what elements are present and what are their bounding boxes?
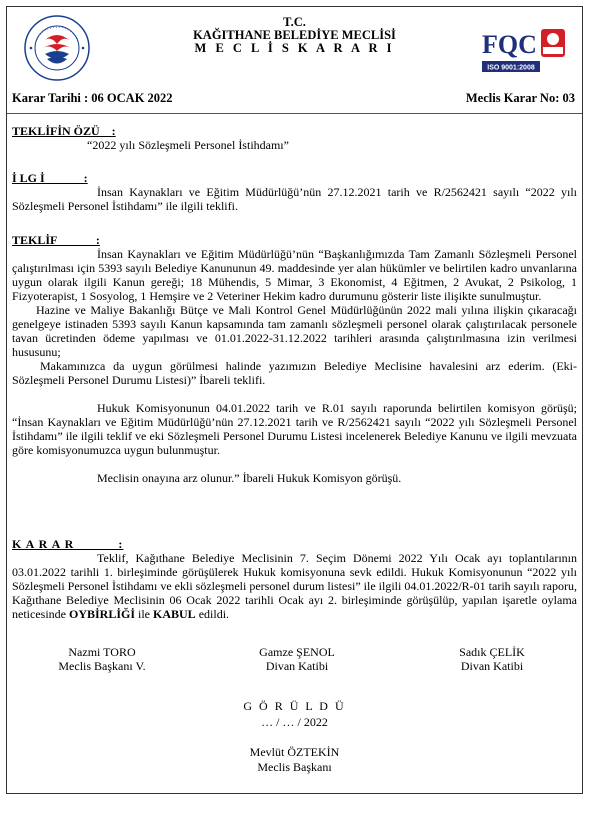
decision-date: Karar Tarihi : 06 OCAK 2022 [12,91,173,105]
signature-name: Sadık ÇELİK [459,645,525,659]
teklif-paragraph-5: Meclisin onayına arz olunur.” İbareli Hukuk Komisyon görüşü. [97,471,402,485]
karar-end: edildi. [198,607,230,621]
mayor-name: Mevlüt ÖZTEKİN [249,745,340,759]
teklif-paragraph-3: Makamınızca da uygun görülmesi halinde yazımızın Belediye Meclisine havalesini arz ederim. (Eki-Sözleşmeli Personel Durumu Listesi)” İbareli teklifi. [12,359,577,387]
section-ilgi-heading: İ LG İ : [12,171,88,185]
signature-clerk-2 [427,645,557,673]
header-line-tc: T.C. [283,15,306,29]
teklif-paragraph-4: Hukuk Komisyonunun 04.01.2022 tarih ve R.01 sayılı raporunda belirtilen komisyon görüşü; “İnsan Kaynakları ve Eğitim Müdürlüğü’nün 27.12.2021 tarih ve R/2562421 sayılı “2022 yılı Sözleşmeli Personel İstihdamı” ile ilgili teklif ve eki Sözleşmeli Personel Durumu Listesi incelenerek Belediye Kanunu ve ilgili mevzuata göre komisyonumuzca uygun bulunmuştur. [12,401,577,457]
teklif-paragraph-1: İnsan Kaynakları ve Eğitim Müdürlüğü’nün “Başkanlığımızda Tam Zamanlı Sözleşmeli Personel çalıştırılması için 5393 sayılı Belediye Kanununun 49. maddesinde yer alan hükümler ve belirtilen kadro unvanlarına uygun olarak ilgili Kanun gereği; 18 Mühendis, 5 Mimar, 3 Ekonomist, 4 Eğitmen, 2 Avukat, 2 Psikolog, 1 Fizyoterapist, 1 Sosyolog, 1 Hemşire ve 2 Veteriner Hekim kadro durumunu gösterir liste ilişikte sunulmuştur. [12,247,577,303]
goruldu-label: G Ö R Ü L D Ü [243,699,346,713]
section-teklif [12,233,577,485]
decision-meta-row [12,91,575,107]
signature-chair-deputy [37,645,167,673]
signature-title: Divan Katibi [265,659,329,673]
section-karar-heading: K A R A R : [12,537,124,551]
signature-name: Nazmi TORO [68,645,136,659]
signature-clerk-1 [232,645,362,673]
header-divider [7,113,582,114]
municipality-seal-logo [23,14,91,82]
karar-text-main: Teklif, Kağıthane Belediye Meclisinin 7. Seçim Dönemi 2022 Yılı Ocak ayı toplantılarının 03.01.2022 tarihli 1. birleşiminde görüşülerek Hukuk komisyonuna sevk edildi. Hukuk Komisyonunun “2022 yılı Sözleşmeli Personel İstihdamı ve ekli sözleşmeli personel durum listesi” ile ilgili 04.01.2022/R-01 tarih sayılı raporu, Kağıthane Belediye Meclisinin 06 Ocak 2022 tarihli Ocak ayı 2. birleşiminde görüşülüp, yapılan işaretle oylama neticesinde [12,551,577,621]
goruldu-date: … / … / 2022 [261,715,328,729]
karar-text [12,551,577,621]
header-line-decision: M E C L İ S K A R A R I [194,41,395,55]
decision-number: Meclis Karar No: 03 [465,91,575,105]
section-ozu-heading: TEKLİFİN ÖZÜ : [12,124,116,138]
karar-ile: ile [138,607,151,621]
section-teklif-heading: TEKLİF : [12,233,100,247]
document-header [7,7,582,85]
section-ilgi [12,171,577,213]
mayor-title: Meclis Başkanı [257,760,332,774]
section-ilgi-text: İnsan Kaynakları ve Eğitim Müdürlüğü’nün 27.12.2021 tarih ve R/2562421 sayılı “2022 yılı Sözleşmeli Personel İstihdamı” ile ilgili teklifi. [12,185,577,213]
header-line-council: KAĞITHANE BELEDİYE MECLİSİ [193,28,396,42]
section-karar [12,537,577,621]
svg-text:ISO 9001:2008: ISO 9001:2008 [487,64,535,72]
svg-text:FQC: FQC [482,30,537,59]
karar-unanimous: OYBİRLİĞİ [68,607,136,621]
teklif-paragraph-2: Hazine ve Maliye Bakanlığı Bütçe ve Mali Kontrol Genel Müdürlüğünün 2022 mali yılına ilişkin çıkaracağı genelgeye istinaden 5393 sayılı Kanun kapsamında tam zamanlı sözleşmeli personel olarak çalıştırılacak personele tavan ücretinden ödeme yapılması ve 01.01.2022-31.12.2022 tarihleri arasında çalıştırılmasına izin verilmesi hususunu; [12,303,577,359]
section-ozu-text: “2022 yılı Sözleşmeli Personel İstihdamı” [87,138,289,152]
karar-accepted: KABUL [153,607,196,621]
document-page [6,6,583,794]
document-title-block [147,16,442,55]
signature-title: Meclis Başkanı V. [58,659,146,673]
signature-name: Gamze ŞENOL [259,645,335,659]
section-ozu [12,124,577,152]
signature-title: Divan Katibi [460,659,524,673]
certification-logo [479,25,567,75]
